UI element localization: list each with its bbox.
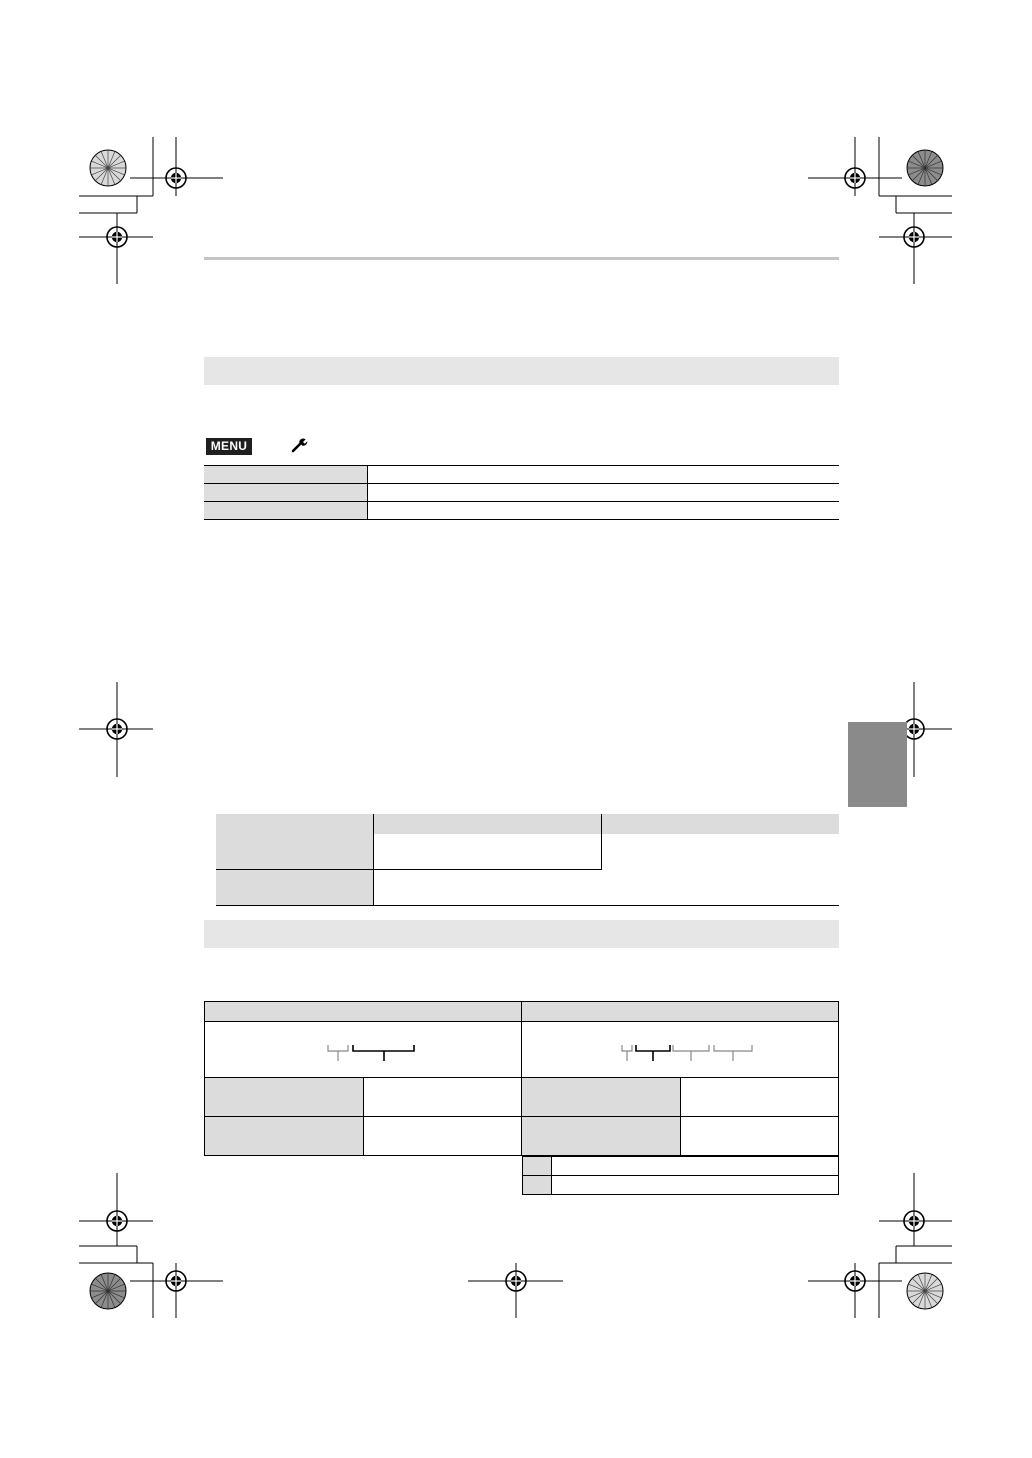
section-heading-band xyxy=(204,357,839,385)
file-naming-extra-rows xyxy=(522,1156,839,1195)
table-row xyxy=(204,466,839,484)
table-row xyxy=(204,484,839,502)
table-row xyxy=(205,1078,839,1117)
table-row xyxy=(523,1157,839,1176)
table-row xyxy=(205,1117,839,1156)
menu-badge: MENU xyxy=(206,438,252,455)
section-heading-band xyxy=(204,920,839,948)
filename-bracket-diagram xyxy=(322,1039,424,1067)
radial-color-target-icon xyxy=(90,150,126,186)
comparison-table xyxy=(216,814,839,906)
settings-table xyxy=(204,465,839,520)
table-row xyxy=(216,834,839,870)
table-row xyxy=(523,1176,839,1195)
table-header-row xyxy=(216,814,839,834)
radial-color-target-icon xyxy=(90,1273,126,1309)
header-rule xyxy=(204,257,839,260)
table-header-row xyxy=(205,1002,839,1022)
radial-color-target-icon xyxy=(907,150,943,186)
radial-color-target-icon xyxy=(907,1273,943,1309)
wrench-icon xyxy=(290,436,308,454)
filename-bracket-diagram xyxy=(618,1039,760,1067)
file-naming-table xyxy=(204,1001,839,1156)
table-row xyxy=(204,502,839,520)
chapter-side-tab xyxy=(848,722,907,807)
